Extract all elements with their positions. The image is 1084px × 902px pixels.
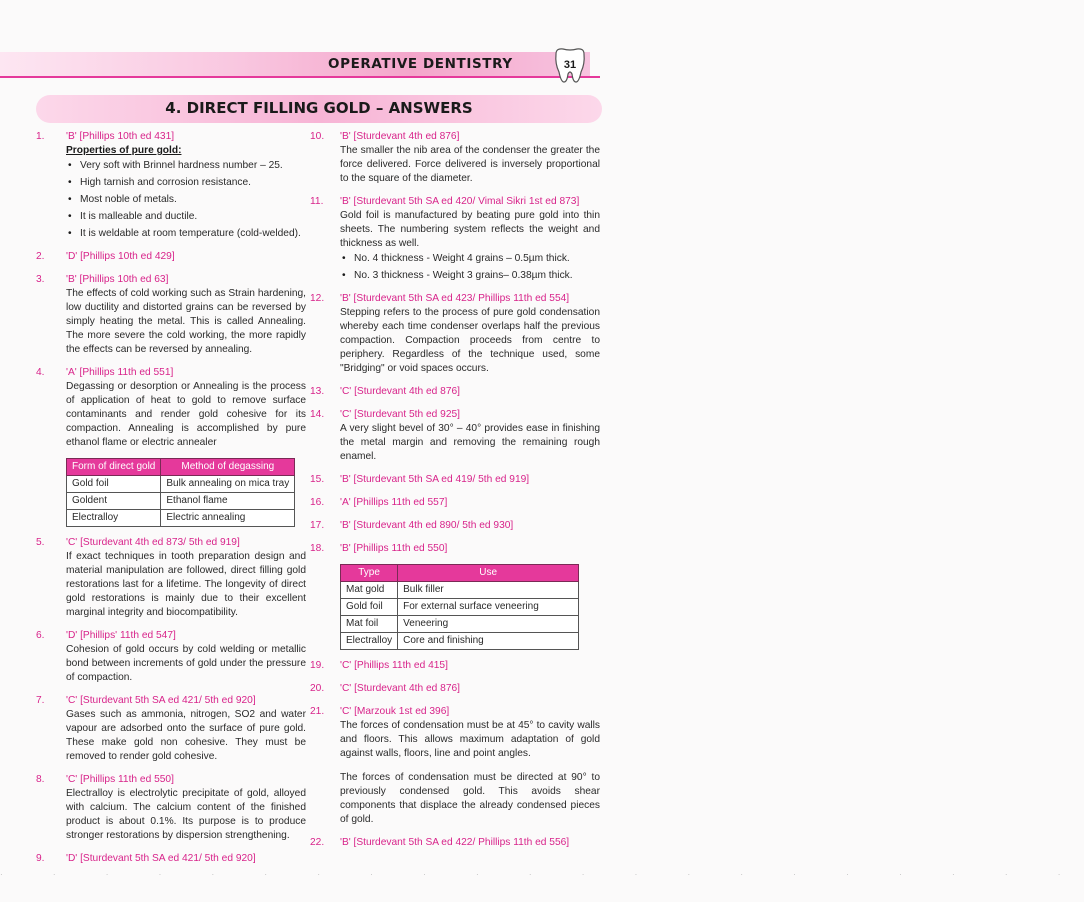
explanation-text: The forces of condensation must be at 45° to cavity walls and floors. This allows maximum adaptation of gold against walls, floors, line and point angles. bbox=[340, 720, 600, 759]
list-item: • No. 3 thickness - Weight 3 grains– 0.38µm thick. bbox=[354, 269, 600, 283]
answer-number: 2. bbox=[36, 251, 45, 262]
table-cell: Veneering bbox=[398, 616, 579, 633]
answer-17 bbox=[310, 519, 600, 533]
answer-22 bbox=[310, 836, 600, 850]
answer-20 bbox=[310, 682, 600, 696]
bullet-list bbox=[66, 159, 306, 241]
answer-reference: 'A' [Phillips 11th ed 557] bbox=[340, 497, 448, 508]
explanation-text: Electralloy is electrolytic precipitate of gold, alloyed with calcium. The calcium content of the finished product is about 0.1%. Its purpose is to produce stronger restorations by dispersion strengthening. bbox=[66, 788, 306, 841]
answer-number: 13. bbox=[310, 386, 325, 397]
answer-number: 16. bbox=[310, 497, 325, 508]
answer-number: 7. bbox=[36, 695, 45, 706]
gold-types-table bbox=[340, 564, 579, 650]
table-cell: Gold foil bbox=[341, 599, 398, 616]
answer-11 bbox=[310, 195, 600, 283]
column-header: Form of direct gold bbox=[67, 459, 161, 476]
answer-number: 10. bbox=[310, 131, 325, 142]
chapter-title: 4. DIRECT FILLING GOLD – ANSWERS bbox=[165, 99, 473, 117]
list-item: • Most noble of metals. bbox=[80, 193, 306, 207]
header-rule bbox=[0, 76, 600, 78]
list-item: • Very soft with Brinnel hardness number – 25. bbox=[80, 159, 306, 173]
answer-number: 19. bbox=[310, 660, 325, 671]
list-item: • It is weldable at room temperature (cold-welded). bbox=[80, 227, 306, 241]
explanation-text: Degassing or desorption or Annealing is the process of application of heat to gold to remove surface contaminants and render gold cohesive for its compaction. Annealing is accomplished by pure ethanol flame or electric annealer bbox=[66, 381, 306, 448]
table-cell: Ethanol flame bbox=[161, 493, 295, 510]
table-header-row bbox=[341, 565, 579, 582]
answer-reference: 'D' [Phillips 10th ed 429] bbox=[66, 251, 175, 262]
table-cell: Core and finishing bbox=[398, 633, 579, 650]
answer-number: 18. bbox=[310, 543, 325, 554]
answer-number: 4. bbox=[36, 367, 45, 378]
answer-reference: 'B' [Sturdevant 4th ed 876] bbox=[340, 131, 460, 142]
table-cell: Electralloy bbox=[67, 510, 161, 527]
table-row bbox=[341, 599, 579, 616]
table-cell: Electric annealing bbox=[161, 510, 295, 527]
page-number: 31 bbox=[563, 59, 577, 71]
answer-reference: 'B' [Sturdevant 4th ed 890/ 5th ed 930] bbox=[340, 520, 514, 531]
answer-reference: 'C' [Sturdevant 5th ed 925] bbox=[340, 409, 460, 420]
answer-reference: 'C' [Phillips 11th ed 415] bbox=[340, 660, 448, 671]
table-cell: Bulk filler bbox=[398, 582, 579, 599]
answer-3 bbox=[36, 273, 306, 357]
answer-number: 12. bbox=[310, 293, 325, 304]
answer-reference: 'D' [Sturdevant 5th SA ed 421/ 5th ed 920] bbox=[66, 853, 256, 864]
answer-number: 11. bbox=[310, 196, 324, 207]
table-row bbox=[67, 476, 295, 493]
column-header: Use bbox=[398, 565, 579, 582]
answer-number: 3. bbox=[36, 274, 45, 285]
table-cell: Bulk annealing on mica tray bbox=[161, 476, 295, 493]
answer-7 bbox=[36, 694, 306, 764]
table-row bbox=[341, 616, 579, 633]
list-item: • No. 4 thickness - Weight 4 grains – 0.5µm thick. bbox=[354, 252, 600, 266]
table-cell: Goldent bbox=[67, 493, 161, 510]
answer-reference: 'C' [Sturdevant 4th ed 873/ 5th ed 919] bbox=[66, 537, 240, 548]
answer-15 bbox=[310, 473, 600, 487]
answer-number: 6. bbox=[36, 630, 45, 641]
answer-5 bbox=[36, 536, 306, 620]
bullet-list bbox=[340, 252, 600, 283]
table-row bbox=[341, 633, 579, 650]
table-row bbox=[67, 493, 295, 510]
answer-reference: 'B' [Phillips 11th ed 550] bbox=[340, 543, 448, 554]
answer-number: 1. bbox=[36, 131, 45, 142]
table-cell: Mat gold bbox=[341, 582, 398, 599]
explanation-text: The smaller the nib area of the condenser the greater the force delivered. Force delivered is inversely proportional to the square of the diameter. bbox=[340, 145, 600, 184]
answer-reference: 'B' [Sturdevant 5th SA ed 420/ Vimal Sikri 1st ed 873] bbox=[340, 196, 580, 207]
answer-14 bbox=[310, 408, 600, 464]
scan-specks: · · · · · · · · · · · · · · · · · · · · · bbox=[0, 870, 1084, 879]
answer-number: 22. bbox=[310, 837, 325, 848]
answer-reference: 'B' [Phillips 10th ed 63] bbox=[66, 274, 169, 285]
answer-9 bbox=[36, 852, 306, 866]
answer-6 bbox=[36, 629, 306, 685]
answer-number: 15. bbox=[310, 474, 325, 485]
answer-reference: 'D' [Phillips' 11th ed 547] bbox=[66, 630, 176, 641]
answer-number: 9. bbox=[36, 853, 45, 864]
table-cell: Electralloy bbox=[341, 633, 398, 650]
answer-number: 17. bbox=[310, 520, 325, 531]
running-header-title: OPERATIVE DENTISTRY bbox=[328, 56, 513, 72]
explanation-text: Stepping refers to the process of pure gold condensation whereby each time condenser overlaps half the previous compaction. Compaction proceeds from centre to periphery. Regardless of the technique used, some "Bridging" or void spaces occurs. bbox=[340, 307, 600, 374]
answer-number: 8. bbox=[36, 774, 45, 785]
table-cell: For external surface veneering bbox=[398, 599, 579, 616]
answer-reference: 'A' [Phillips 11th ed 551] bbox=[66, 367, 174, 378]
table-header-row bbox=[67, 459, 295, 476]
answer-21 bbox=[310, 705, 600, 827]
column-header: Type bbox=[341, 565, 398, 582]
answer-number: 21. bbox=[310, 706, 325, 717]
answer-reference: 'C' [Sturdevant 4th ed 876] bbox=[340, 386, 460, 397]
subheading: Properties of pure gold: bbox=[66, 145, 182, 156]
answer-reference: 'B' [Sturdevant 5th SA ed 419/ 5th ed 919] bbox=[340, 474, 530, 485]
table-cell: Gold foil bbox=[67, 476, 161, 493]
answer-19 bbox=[310, 659, 600, 673]
answer-number: 20. bbox=[310, 683, 325, 694]
answer-16 bbox=[310, 496, 600, 510]
answer-reference: 'B' [Sturdevant 5th SA ed 423/ Phillips 11th ed 554] bbox=[340, 293, 570, 304]
answer-8 bbox=[36, 773, 306, 843]
explanation-text: A very slight bevel of 30° – 40° provides ease in finishing the metal margin and removing the remaining rough enamel. bbox=[340, 423, 600, 462]
list-item: • High tarnish and corrosion resistance. bbox=[80, 176, 306, 190]
answer-reference: 'B' [Phillips 10th ed 431] bbox=[66, 131, 175, 142]
answer-18 bbox=[310, 542, 600, 650]
degassing-table bbox=[66, 458, 295, 527]
answer-13 bbox=[310, 385, 600, 399]
column-header: Method of degassing bbox=[161, 459, 295, 476]
answer-reference: 'B' [Sturdevant 5th SA ed 422/ Phillips 11th ed 556] bbox=[340, 837, 570, 848]
list-item: • It is malleable and ductile. bbox=[80, 210, 306, 224]
explanation-text: If exact techniques in tooth preparation design and material manipulation are followed, direct filling gold restorations last for a lifetime. The longevity of direct gold restorations is mainly due to their excellent marginal integrity and biocompatibility. bbox=[66, 551, 306, 618]
table-cell: Mat foil bbox=[341, 616, 398, 633]
table-row bbox=[341, 582, 579, 599]
answer-1 bbox=[36, 130, 306, 241]
answer-reference: 'C' [Sturdevant 5th SA ed 421/ 5th ed 920] bbox=[66, 695, 256, 706]
answer-12 bbox=[310, 292, 600, 376]
answer-reference: 'C' [Marzouk 1st ed 396] bbox=[340, 706, 450, 717]
answer-2 bbox=[36, 250, 306, 264]
explanation-text: Cohesion of gold occurs by cold welding or metallic bond between increments of gold under the pressure of compaction. bbox=[66, 644, 306, 683]
explanation-text: The forces of condensation must be directed at 90° to previously condensed gold. This avoids shear components that displace the already condensed pieces of gold. bbox=[340, 772, 600, 825]
answer-4 bbox=[36, 366, 306, 527]
answer-number: 14. bbox=[310, 409, 325, 420]
answer-number: 5. bbox=[36, 537, 45, 548]
left-column bbox=[36, 130, 306, 875]
explanation-text: Gases such as ammonia, nitrogen, SO2 and water vapour are adsorbed onto the surface of pure gold. These make gold non cohesive. They must be removed to render gold cohesive. bbox=[66, 709, 306, 762]
explanation-text: The effects of cold working such as Strain hardening, low ductility and distorted grains can be reversed by simply heating the metal. This is called Annealing. The more severe the cold working, the more rapidly the effects can be reversed by annealing. bbox=[66, 288, 306, 355]
table-row bbox=[67, 510, 295, 527]
right-column bbox=[310, 130, 600, 859]
answer-10 bbox=[310, 130, 600, 186]
explanation-text: Gold foil is manufactured by beating pure gold into thin sheets. The numbering system reflects the weight and thickness as well. bbox=[340, 210, 600, 249]
answer-reference: 'C' [Phillips 11th ed 550] bbox=[66, 774, 174, 785]
answer-reference: 'C' [Sturdevant 4th ed 876] bbox=[340, 683, 460, 694]
